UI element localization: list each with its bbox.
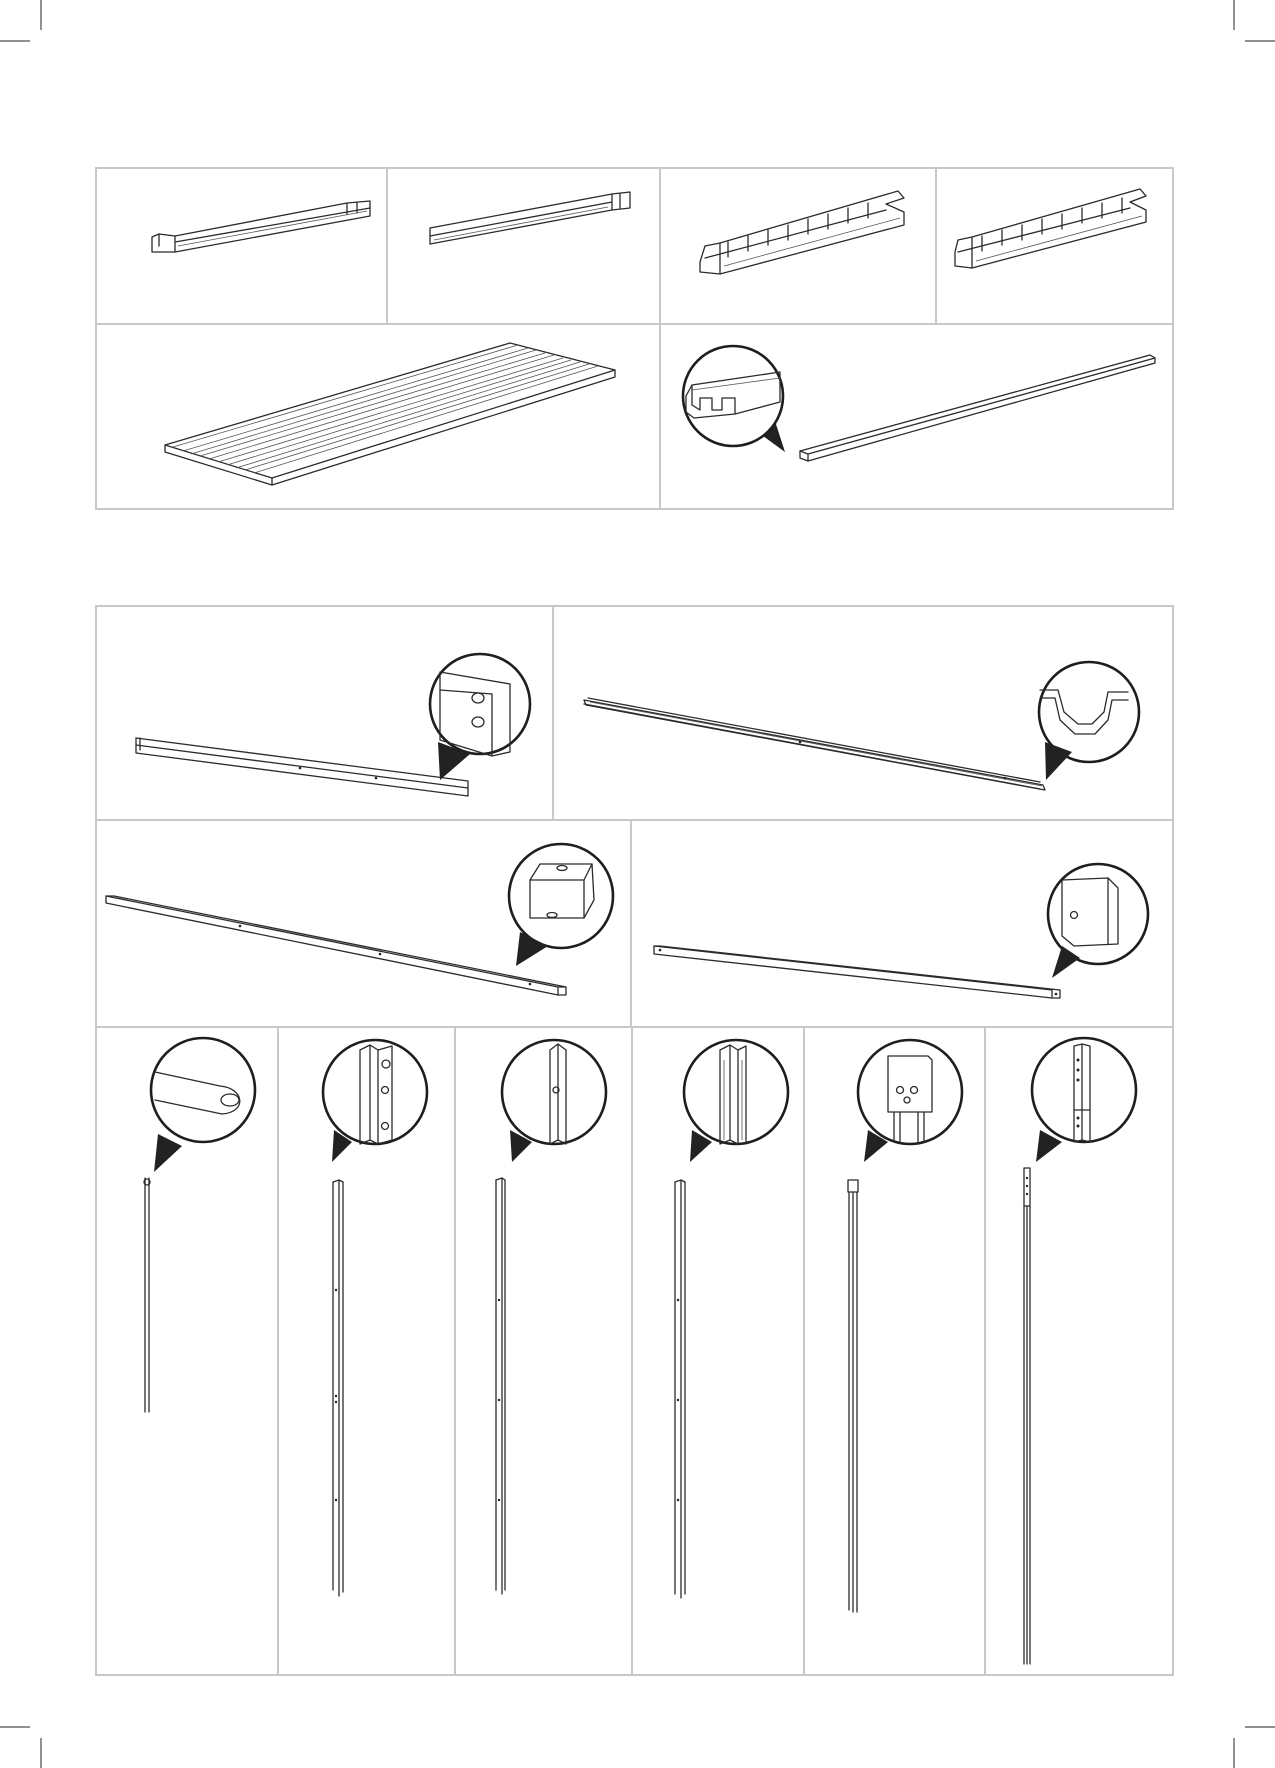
angle-post-icon (675, 1180, 685, 1598)
omega-section-magnifier (1039, 662, 1139, 780)
box-end-magnifier (1048, 864, 1148, 978)
channel-holes-magnifier (430, 654, 530, 780)
angle-hole-magnifier (502, 1040, 606, 1162)
box-beam-icon (106, 896, 566, 995)
angle-top-magnifier (684, 1040, 788, 1162)
angle-holes-magnifier (323, 1040, 427, 1162)
angle-post-icon (333, 1180, 343, 1596)
box-section-magnifier (509, 844, 613, 966)
plate-magnifier (858, 1040, 962, 1162)
plate-post-icon (848, 1180, 858, 1612)
grid-frame-bottom (96, 606, 1173, 1675)
perforated-post-icon (1024, 1168, 1030, 1664)
rod-eye-magnifier (151, 1038, 255, 1172)
omega-profile-icon (584, 698, 1045, 790)
angle-post-icon (496, 1178, 505, 1594)
rod-icon (144, 1178, 150, 1412)
box-beam-icon (654, 946, 1060, 998)
c-channel-icon (136, 738, 468, 796)
perforation-magnifier (1032, 1038, 1136, 1162)
